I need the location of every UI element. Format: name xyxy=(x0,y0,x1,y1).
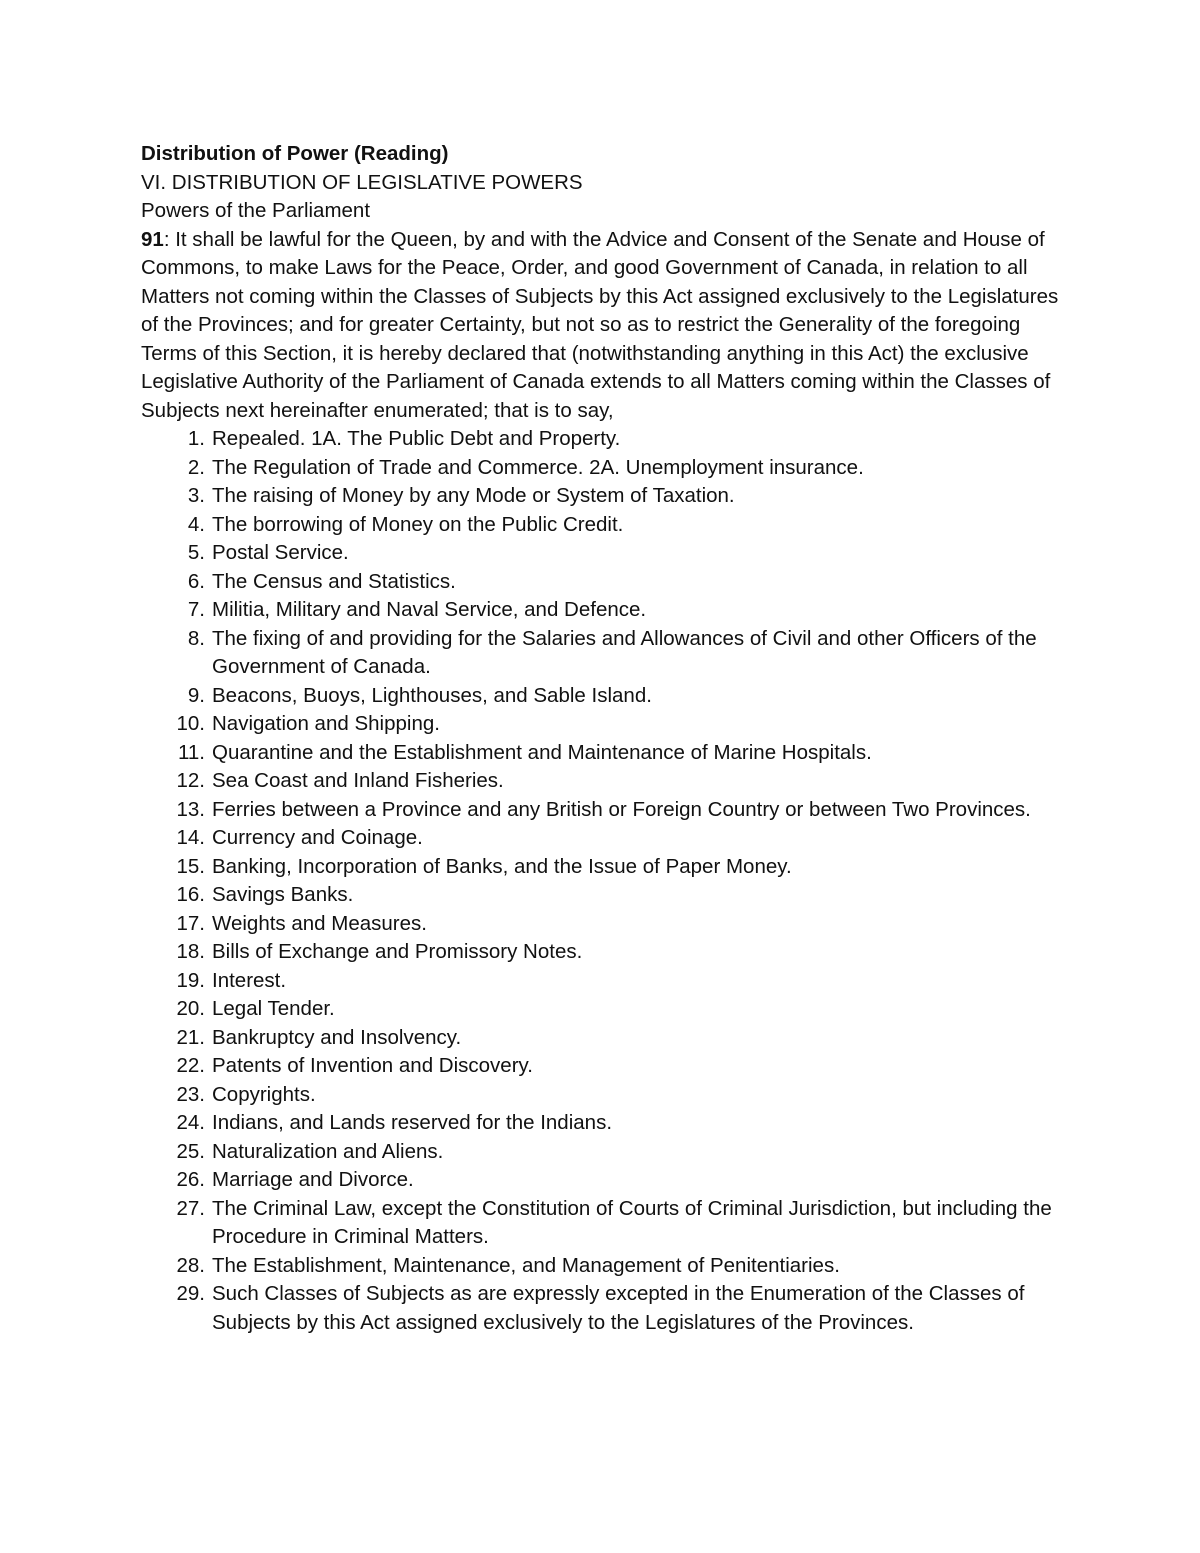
list-item xyxy=(141,881,1066,910)
list-item-text: Repealed. 1A. The Public Debt and Property. xyxy=(212,427,621,450)
list-item-text: Banking, Incorporation of Banks, and the Issue of Paper Money. xyxy=(212,854,792,878)
list-item-text: Quarantine and the Establishment and Maintenance of Marine Hospitals. xyxy=(212,740,872,764)
list-item-number: 22. xyxy=(176,1054,205,1077)
list-item xyxy=(141,1138,1066,1167)
list-item-text: Legal Tender. xyxy=(212,997,335,1020)
list-item-text: The Criminal Law, except the Constitution of Courts of Criminal Jurisdiction, but including the Procedure in Criminal Matters. xyxy=(212,1196,1052,1248)
list-item-number: 4. xyxy=(187,512,205,536)
list-item xyxy=(141,482,1066,511)
list-item-number: 20. xyxy=(176,997,205,1020)
list-item-number: 25. xyxy=(176,1139,205,1163)
list-item-text: Naturalization and Aliens. xyxy=(212,1139,444,1163)
list-item-number: 16. xyxy=(176,883,205,906)
list-item-text: Currency and Coinage. xyxy=(212,826,423,849)
list-item xyxy=(141,767,1066,796)
list-item-number: 2. xyxy=(187,455,205,479)
document-page xyxy=(141,140,1066,1337)
list-item-number: 10. xyxy=(176,712,205,735)
list-item-text: Interest. xyxy=(212,968,287,992)
list-item-number: 29. xyxy=(176,1282,205,1305)
list-item xyxy=(141,539,1066,568)
list-item-text: Bankruptcy and Insolvency. xyxy=(212,1025,462,1049)
list-item xyxy=(141,995,1066,1024)
list-item-text: Bills of Exchange and Promissory Notes. xyxy=(212,940,583,963)
section-heading: VI. DISTRIBUTION OF LEGISLATIVE POWERS xyxy=(141,170,583,194)
list-item-number: 7. xyxy=(187,598,205,621)
section-text: : It shall be lawful for the Queen, by and with the Advice and Consent of the Senate and House of Commons, to make Laws for the Peace, Order, and good Government of Canada, in relation to all Matters not coming within the Classes of Subjects by this Act assigned exclusively to the Legislatures of the Provinces; and for greater Certainty, but not so as to restrict the Generality of the foregoing Terms of this Section, it is hereby declared that (notwithstanding anything in this Act) the exclusive Legislative Authority of the Parliament of Canada extends to all Matters coming within the Classes of Subjects next hereinafter enumerated; that is to say, xyxy=(141,227,1059,422)
list-item-text: The raising of Money by any Mode or System of Taxation. xyxy=(212,484,735,507)
list-item-number: 5. xyxy=(187,541,205,564)
list-item-text: The borrowing of Money on the Public Credit. xyxy=(212,512,624,536)
list-item xyxy=(141,1195,1066,1252)
list-item-number: 28. xyxy=(176,1253,205,1277)
list-item-number: 8. xyxy=(187,626,205,650)
list-item-text: Weights and Measures. xyxy=(212,911,427,935)
list-item xyxy=(141,511,1066,540)
list-item-text: Navigation and Shipping. xyxy=(212,712,440,735)
list-item xyxy=(141,568,1066,597)
list-item-number: 23. xyxy=(176,1082,205,1106)
list-item-number: 12. xyxy=(176,769,205,792)
list-item-text: Militia, Military and Naval Service, and Defence. xyxy=(212,598,647,621)
list-item-text: Postal Service. xyxy=(212,541,349,564)
list-item-text: Savings Banks. xyxy=(212,883,354,906)
list-item-text: Patents of Invention and Discovery. xyxy=(212,1054,533,1077)
list-item-text: The fixing of and providing for the Salaries and Allowances of Civil and other Officers of the Government of Canada. xyxy=(212,626,1037,678)
list-item xyxy=(141,1109,1066,1138)
list-item-text: Beacons, Buoys, Lighthouses, and Sable Island. xyxy=(212,683,652,707)
list-item xyxy=(141,425,1066,454)
list-item xyxy=(141,1024,1066,1053)
list-item-number: 1. xyxy=(187,427,205,450)
list-item xyxy=(141,1081,1066,1110)
section-number: 91 xyxy=(141,227,164,251)
list-item xyxy=(141,710,1066,739)
list-item-number: 11. xyxy=(178,740,205,764)
list-item xyxy=(141,910,1066,939)
list-item xyxy=(141,824,1066,853)
section-91-paragraph xyxy=(141,226,1066,426)
list-item-number: 24. xyxy=(176,1111,205,1134)
list-item-number: 15. xyxy=(176,854,205,878)
list-item-number: 13. xyxy=(176,797,205,821)
list-item xyxy=(141,1252,1066,1281)
list-item-text: Copyrights. xyxy=(212,1082,316,1106)
list-item-text: Ferries between a Province and any British or Foreign Country or between Two Provinces. xyxy=(212,797,1031,821)
list-item-number: 17. xyxy=(176,911,205,935)
list-item-text: Marriage and Divorce. xyxy=(212,1168,414,1191)
list-item xyxy=(141,1052,1066,1081)
list-item xyxy=(141,739,1066,768)
list-item xyxy=(141,796,1066,825)
document-title: Distribution of Power (Reading) xyxy=(141,142,449,165)
list-item-number: 14. xyxy=(176,826,205,849)
list-item-number: 19. xyxy=(176,968,205,992)
list-item-text: Such Classes of Subjects as are expressly excepted in the Enumeration of the Classes of Subjects by this Act assigned exclusively to the Legislatures of the Provinces. xyxy=(212,1282,1025,1334)
list-item-number: 3. xyxy=(187,484,205,507)
list-item xyxy=(141,454,1066,483)
list-item-text: The Establishment, Maintenance, and Management of Penitentiaries. xyxy=(212,1253,840,1277)
list-item-number: 18. xyxy=(176,940,205,963)
list-item xyxy=(141,853,1066,882)
list-item-text: Indians, and Lands reserved for the Indians. xyxy=(212,1111,613,1134)
list-item xyxy=(141,1166,1066,1195)
section-subheading: Powers of the Parliament xyxy=(141,199,371,222)
list-item xyxy=(141,938,1066,967)
list-item-text: The Regulation of Trade and Commerce. 2A. Unemployment insurance. xyxy=(212,455,864,479)
list-item-text: Sea Coast and Inland Fisheries. xyxy=(212,769,504,792)
list-item xyxy=(141,967,1066,996)
list-item-number: 26. xyxy=(176,1168,205,1191)
list-item-number: 6. xyxy=(187,569,205,593)
list-item-text: The Census and Statistics. xyxy=(212,569,456,593)
enumerated-powers-list xyxy=(141,425,1066,1337)
list-item-number: 21. xyxy=(176,1025,205,1049)
list-item xyxy=(141,625,1066,682)
list-item xyxy=(141,682,1066,711)
list-item-number: 27. xyxy=(176,1196,205,1220)
list-item xyxy=(141,596,1066,625)
list-item-number: 9. xyxy=(187,683,205,707)
list-item xyxy=(141,1280,1066,1337)
